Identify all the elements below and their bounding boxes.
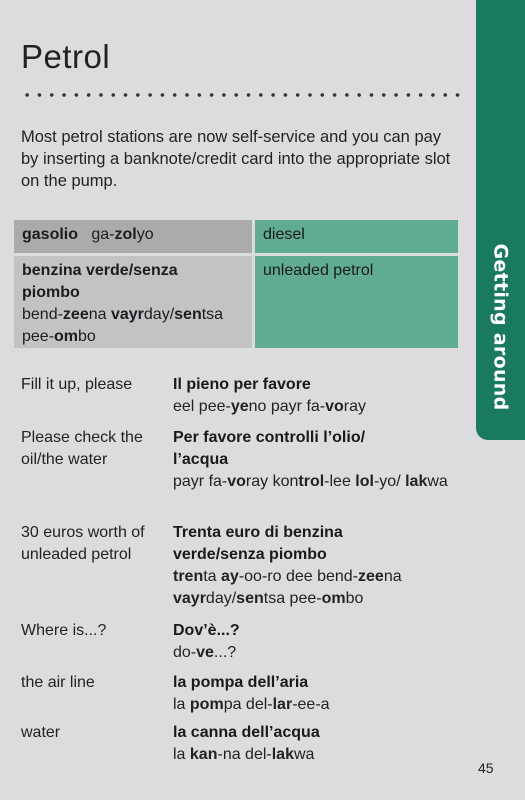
italian-phrase: la canna dell’acqua	[173, 724, 320, 741]
pronunciation: trenta ay-oo-ro dee bend-zeena vayrday/sentsa pee-ombo	[173, 568, 402, 607]
english-phrase: water	[21, 724, 61, 741]
table-cell-english	[255, 220, 458, 253]
english-term: diesel	[263, 226, 305, 243]
page-number: 45	[478, 760, 494, 776]
italian-phrase: Il pieno per favore	[173, 376, 311, 393]
italian-phrase: Trenta euro di benzina verde/senza piombo	[173, 524, 343, 563]
pronunciation: do-ve...?	[173, 644, 237, 661]
italian-phrase-block	[173, 722, 463, 766]
english-phrase: 30 euros worth of unleaded petrol	[21, 524, 145, 563]
italian-phrase: Per favore controlli l’olio/ l’acqua	[173, 429, 366, 468]
pronunciation: eel pee-yeno payr fa-voray	[173, 398, 367, 415]
english-phrase: Where is...?	[21, 622, 107, 639]
table-cell-english	[255, 256, 458, 348]
pronunciation: ga-zolyo	[91, 226, 154, 243]
italian-term: gasolio	[22, 226, 79, 243]
phrase-row	[21, 374, 461, 422]
english-phrase: the air line	[21, 674, 95, 691]
pronunciation: la pompa del-lar-ee-a	[173, 696, 330, 713]
phrase-row	[21, 722, 461, 770]
phrase-row	[21, 522, 461, 612]
italian-phrase: la pompa dell’aria	[173, 674, 309, 691]
phrase-table	[14, 220, 458, 348]
table-cell-italian	[14, 256, 252, 348]
phrase-row	[21, 620, 461, 668]
english-phrase: Please check the oil/the water	[21, 429, 143, 468]
phrase-row	[21, 427, 461, 517]
italian-phrase-block	[173, 374, 463, 418]
table-cell-italian	[14, 220, 252, 253]
italian-phrase-block	[173, 427, 463, 493]
italian-phrase-block	[173, 672, 463, 716]
italian-term: benzina verde/senza piombo	[22, 262, 178, 301]
section-tab-label-wrap	[476, 232, 525, 422]
english-term: unleaded petrol	[263, 262, 374, 279]
pronunciation: payr fa-voray kontrol-lee lol-yo/ lakwa	[173, 473, 448, 490]
english-phrase: Fill it up, please	[21, 376, 133, 393]
page-title: Petrol	[21, 38, 111, 75]
pronunciation: la kan-na del-lakwa	[173, 746, 315, 763]
italian-phrase-block	[173, 620, 463, 664]
pronunciation: bend-zeena vayrday/sentsa pee-ombo	[22, 306, 224, 345]
intro-paragraph: Most petrol stations are now self-service and you can pay by inserting a banknote/credit card into the appropriate slot on the pump.	[21, 128, 451, 190]
italian-phrase-block	[173, 522, 463, 610]
phrase-row	[21, 672, 461, 720]
dotted-divider	[21, 92, 461, 98]
section-tab-label: Getting around	[489, 243, 512, 411]
italian-phrase: Dov’è...?	[173, 622, 240, 639]
